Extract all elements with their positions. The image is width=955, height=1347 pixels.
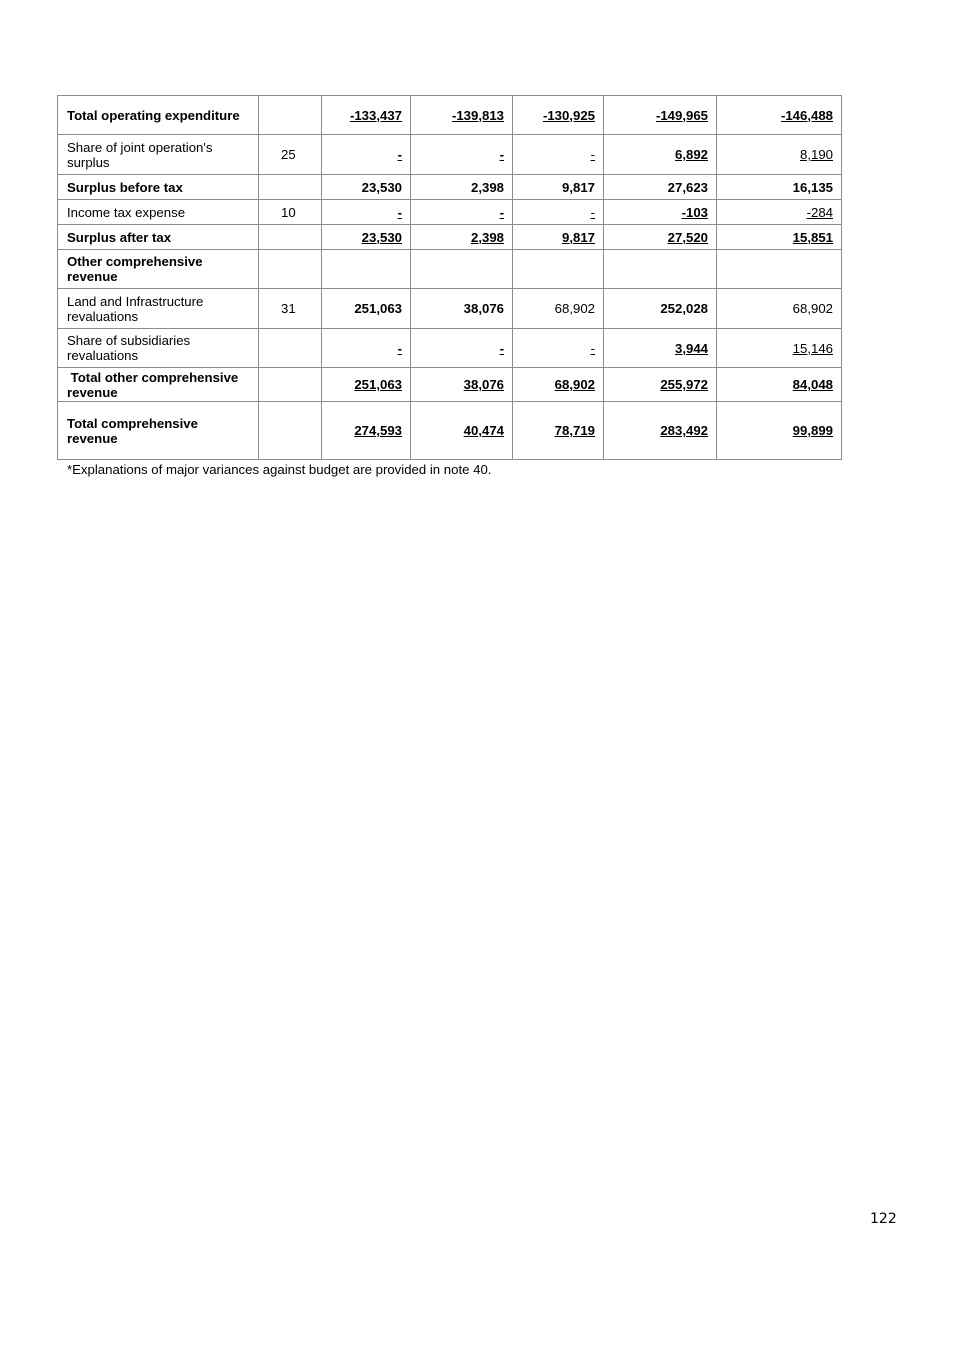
row-label: Land and Infrastructure revaluations bbox=[58, 289, 259, 329]
note-cell bbox=[259, 402, 322, 460]
value-cell: 27,520 bbox=[604, 225, 717, 250]
row-label: Total other comprehensive revenue bbox=[58, 368, 259, 402]
table-row bbox=[58, 250, 842, 289]
value-cell: 99,899 bbox=[717, 402, 842, 460]
row-label: Other comprehensive revenue bbox=[58, 250, 259, 289]
value-cell bbox=[322, 250, 411, 289]
value-cell: - bbox=[322, 329, 411, 368]
value-cell: 16,135 bbox=[717, 175, 842, 200]
value-cell: - bbox=[411, 135, 513, 175]
row-label: Surplus after tax bbox=[58, 225, 259, 250]
value-cell: 68,902 bbox=[717, 289, 842, 329]
value-cell: 9,817 bbox=[513, 175, 604, 200]
value-cell: - bbox=[513, 200, 604, 225]
value-cell: 6,892 bbox=[604, 135, 717, 175]
value-cell: 3,944 bbox=[604, 329, 717, 368]
financial-statement-table bbox=[57, 95, 842, 460]
value-cell: 68,902 bbox=[513, 368, 604, 402]
page-number: 122 bbox=[870, 1211, 897, 1227]
table-row bbox=[58, 96, 842, 135]
note-cell: 10 bbox=[259, 200, 322, 225]
row-label: Share of subsidiaries revaluations bbox=[58, 329, 259, 368]
value-cell: 251,063 bbox=[322, 368, 411, 402]
note-cell bbox=[259, 368, 322, 402]
table-row bbox=[58, 368, 842, 402]
table-row bbox=[58, 225, 842, 250]
value-cell: 2,398 bbox=[411, 175, 513, 200]
row-label: Total comprehensive revenue bbox=[58, 402, 259, 460]
value-cell: 8,190 bbox=[717, 135, 842, 175]
value-cell: - bbox=[513, 329, 604, 368]
value-cell: 2,398 bbox=[411, 225, 513, 250]
value-cell: 283,492 bbox=[604, 402, 717, 460]
value-cell: 15,851 bbox=[717, 225, 842, 250]
value-cell: 84,048 bbox=[717, 368, 842, 402]
value-cell: - bbox=[411, 329, 513, 368]
note-cell bbox=[259, 175, 322, 200]
note-cell bbox=[259, 250, 322, 289]
table-row bbox=[58, 135, 842, 175]
value-cell bbox=[513, 250, 604, 289]
table-row bbox=[58, 402, 842, 460]
note-cell bbox=[259, 96, 322, 135]
value-cell: 15,146 bbox=[717, 329, 842, 368]
table-row bbox=[58, 289, 842, 329]
footnote: *Explanations of major variances against budget are provided in note 40. bbox=[67, 462, 492, 477]
value-cell: 38,076 bbox=[411, 368, 513, 402]
value-cell: 40,474 bbox=[411, 402, 513, 460]
value-cell bbox=[717, 250, 842, 289]
value-cell: 27,623 bbox=[604, 175, 717, 200]
table-row bbox=[58, 200, 842, 225]
row-label: Income tax expense bbox=[58, 200, 259, 225]
value-cell: 38,076 bbox=[411, 289, 513, 329]
value-cell: 78,719 bbox=[513, 402, 604, 460]
value-cell: 251,063 bbox=[322, 289, 411, 329]
value-cell: -149,965 bbox=[604, 96, 717, 135]
value-cell: 23,530 bbox=[322, 225, 411, 250]
value-cell: 255,972 bbox=[604, 368, 717, 402]
value-cell: - bbox=[411, 200, 513, 225]
note-cell bbox=[259, 329, 322, 368]
value-cell: - bbox=[322, 200, 411, 225]
value-cell: -146,488 bbox=[717, 96, 842, 135]
value-cell: - bbox=[322, 135, 411, 175]
value-cell: 274,593 bbox=[322, 402, 411, 460]
value-cell: 252,028 bbox=[604, 289, 717, 329]
note-cell: 31 bbox=[259, 289, 322, 329]
value-cell: 68,902 bbox=[513, 289, 604, 329]
row-label: Total operating expenditure bbox=[58, 96, 259, 135]
note-cell: 25 bbox=[259, 135, 322, 175]
note-cell bbox=[259, 225, 322, 250]
value-cell: 9,817 bbox=[513, 225, 604, 250]
value-cell: -133,437 bbox=[322, 96, 411, 135]
row-label: Share of joint operation's surplus bbox=[58, 135, 259, 175]
value-cell: -130,925 bbox=[513, 96, 604, 135]
value-cell bbox=[604, 250, 717, 289]
value-cell: -139,813 bbox=[411, 96, 513, 135]
value-cell: -103 bbox=[604, 200, 717, 225]
table-row bbox=[58, 175, 842, 200]
value-cell bbox=[411, 250, 513, 289]
value-cell: - bbox=[513, 135, 604, 175]
value-cell: 23,530 bbox=[322, 175, 411, 200]
row-label: Surplus before tax bbox=[58, 175, 259, 200]
value-cell: -284 bbox=[717, 200, 842, 225]
table-row bbox=[58, 329, 842, 368]
